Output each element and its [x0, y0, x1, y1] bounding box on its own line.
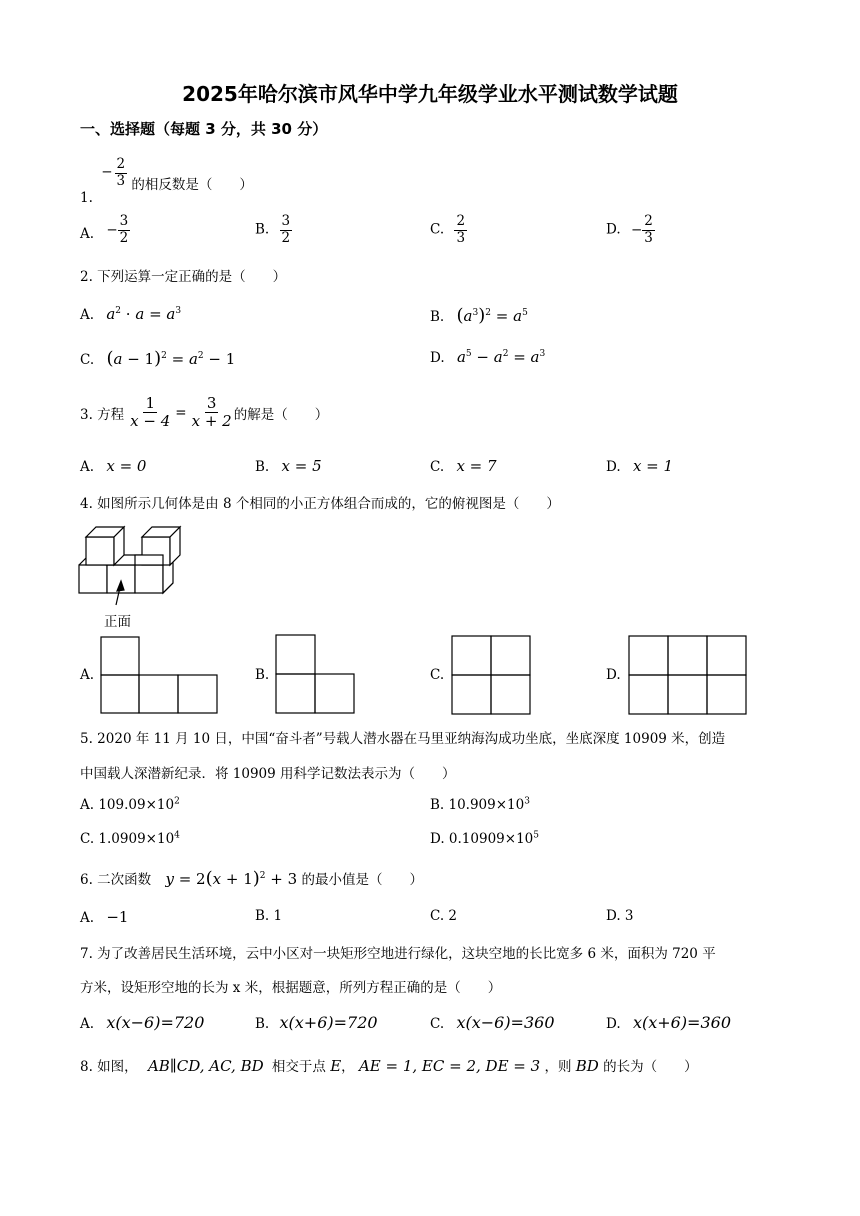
q5-option-d[interactable]: D. $0.10909\times 10^5$	[430, 830, 539, 847]
question-1: 1. − $\frac{2}{3}$ 的相反数是（ ）	[80, 156, 253, 206]
q3-option-a[interactable]: A. x = 0	[80, 457, 147, 475]
q3-option-b[interactable]: B. x = 5	[255, 457, 322, 475]
q1-option-d[interactable]: D. − $\frac{2}{3}$	[606, 213, 653, 246]
q6-option-a[interactable]: A. −1	[80, 908, 129, 926]
question-5-line1: 5. 2020 年 11 月 10 日，中国“奋斗者”号载人潜水器在马里亚纳海沟成功坐底，坐底深度 10909 米，创造	[80, 731, 726, 747]
q1-stem: 的相反数是（ ）	[131, 176, 253, 193]
q7-option-c[interactable]: C. x(x−6)=360	[430, 1013, 555, 1032]
q4-option-c-figure[interactable]	[450, 634, 534, 716]
q1-fraction: − $\frac{2}{3}$	[101, 156, 126, 189]
q4-option-c-label[interactable]: C.	[430, 667, 445, 683]
q7-option-a[interactable]: A. x(x−6)=720	[80, 1013, 205, 1032]
q4-option-a-figure[interactable]	[99, 635, 221, 715]
question-8: 8. 如图， AB∥CD, AC, BD 相交于点 E， AE = 1, EC = 2, DE = 3 ，则 BD 的长为（ ）	[80, 1057, 698, 1075]
q6-option-b[interactable]: B. 1	[255, 908, 283, 924]
q2-option-d[interactable]: D. $a^5 - a^2 = a^3$	[430, 348, 546, 366]
q1-option-c[interactable]: C. $\frac{2}{3}$	[430, 213, 466, 246]
q4-option-d-label[interactable]: D.	[606, 667, 621, 683]
section-heading: 一、选择题（每题 3 分，共 30 分）	[80, 120, 328, 138]
q4-option-b-label[interactable]: B.	[255, 667, 270, 683]
q1-option-b[interactable]: B. $\frac{3}{2}$	[255, 213, 291, 246]
q7-option-d[interactable]: D. x(x+6)=360	[606, 1013, 731, 1032]
q4-option-d-figure[interactable]	[627, 634, 749, 716]
question-2-stem: 2. 下列运算一定正确的是（ ）	[80, 269, 287, 285]
front-label: 正面	[104, 614, 131, 630]
q2-option-a[interactable]: A. $a^2 \cdot a = a^3$	[80, 305, 182, 323]
cube-solid-figure	[76, 515, 186, 615]
q3-option-d[interactable]: D. x = 1	[606, 457, 674, 475]
page-title: 2025年哈尔滨市风华中学九年级学业水平测试数学试题	[182, 82, 678, 106]
question-7-line1: 7. 为了改善居民生活环境，云中小区对一块矩形空地进行绿化，这块空地的长比宽多 6 米，面积为 720 平	[80, 946, 716, 962]
q5-option-a[interactable]: A. $109.09\times 10^2$	[80, 796, 180, 813]
q5-option-c[interactable]: C. $1.0909\times 10^4$	[80, 830, 180, 847]
question-3: 3. 方程 $\frac{1}{x - 4}$ = $\frac{3}{x + 2}$ 的解是（ ）	[80, 394, 329, 431]
q1-option-a[interactable]: A. − $\frac{3}{2}$	[80, 213, 129, 246]
q2-option-b[interactable]: B. $(a^3)^2 = a^5$	[430, 305, 528, 326]
question-5-line2: 中国载人深潜新纪录．将 10909 用科学记数法表示为（ ）	[80, 766, 456, 782]
question-7-line2: 方米，设矩形空地的长为 x 米，根据题意，所列方程正确的是（ ）	[80, 980, 502, 996]
q4-option-a-label[interactable]: A.	[80, 667, 95, 683]
q6-option-d[interactable]: D. 3	[606, 908, 634, 924]
q5-option-b[interactable]: B. $10.909\times 10^3$	[430, 796, 530, 813]
q2-option-c[interactable]: C. $(a - 1)^2 = a^2 - 1$	[80, 348, 236, 369]
q6-option-c[interactable]: C. 2	[430, 908, 458, 924]
q7-option-b[interactable]: B. x(x+6)=720	[255, 1013, 378, 1032]
question-6: 6. 二次函数 $y = 2(x + 1)^2 + 3$ 的最小值是（ ）	[80, 868, 423, 889]
q4-option-b-figure[interactable]	[274, 633, 358, 715]
question-4-stem: 4. 如图所示几何体是由 8 个相同的小正方体组合而成的，它的俯视图是（ ）	[80, 496, 560, 512]
q3-option-c[interactable]: C. x = 7	[430, 457, 497, 475]
